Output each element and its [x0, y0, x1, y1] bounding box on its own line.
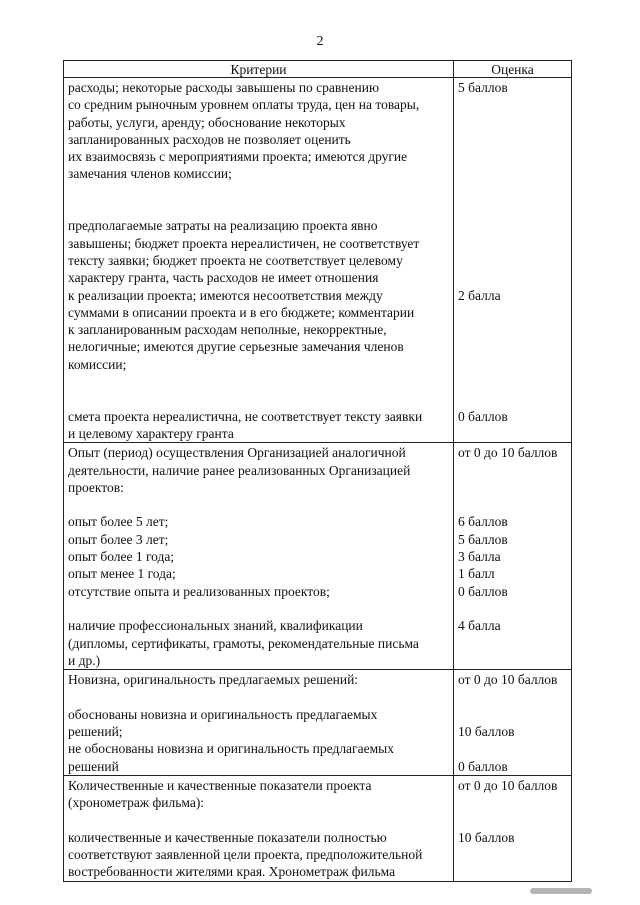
criteria-line: к реализации проекта; имеются несоответствия между	[68, 287, 383, 303]
criteria-line: смета проекта нереалистична, не соответствует тексту заявки	[68, 408, 423, 424]
blank-line	[458, 600, 567, 617]
score-value: 0 баллов	[458, 408, 508, 424]
blank-line	[68, 688, 449, 705]
criteria-cell	[64, 443, 454, 670]
score-cell	[454, 443, 572, 670]
blank-line	[458, 165, 567, 182]
score-cell	[454, 78, 572, 443]
score-value: 4 балла	[458, 618, 501, 634]
criteria-line: количественные и качественные показатели полностью	[68, 829, 387, 845]
blank-line	[458, 462, 567, 479]
score-value: 2 балла	[458, 287, 501, 303]
blank-line	[458, 304, 567, 321]
score-cell	[454, 670, 572, 776]
criteria-line: к запланированным расходам неполные, некорректные,	[68, 322, 387, 338]
header-score: Оценка	[454, 61, 572, 78]
criteria-line: тексту заявки; бюджет проекта не соответствует целевому	[68, 252, 403, 268]
criteria-line: Новизна, оригинальность предлагаемых решений:	[68, 672, 359, 688]
score-value: от 0 до 10 баллов	[458, 777, 558, 793]
page-number: 2	[316, 34, 324, 49]
header-criteria: Критерии	[64, 61, 454, 78]
criteria-line: со средним рыночным уровнем оплаты труда, цен на товары,	[68, 97, 420, 113]
criteria-cell	[64, 775, 454, 881]
criteria-line: отсутствие опыта и реализованных проектов;	[68, 583, 330, 599]
blank-line	[458, 96, 567, 113]
blank-line	[68, 183, 449, 200]
score-value: 5 баллов	[458, 531, 508, 547]
blank-line	[68, 373, 449, 390]
blank-line	[458, 148, 567, 165]
blank-line	[458, 740, 567, 757]
blank-line	[458, 183, 567, 200]
table-row	[64, 670, 572, 776]
criteria-table	[63, 60, 572, 882]
criteria-line: решений;	[68, 723, 123, 739]
criteria-line: опыт более 5 лет;	[68, 514, 169, 530]
criteria-line: характеру гранта, часть расходов не имеет отношения	[68, 270, 379, 286]
table-row	[64, 443, 572, 670]
blank-line	[458, 706, 567, 723]
criteria-line: опыт более 3 лет;	[68, 531, 169, 547]
criteria-line: и др.)	[68, 652, 101, 668]
criteria-line: расходы; некоторые расходы завышены по сравнению	[68, 80, 380, 95]
criteria-line: предполагаемые затраты на реализацию проекта явно	[68, 218, 378, 234]
criteria-line: опыт менее 1 года;	[68, 566, 176, 582]
criteria-line: суммами в описании проекта и в его бюджете; комментарии	[68, 304, 415, 320]
blank-line	[458, 356, 567, 373]
score-cell	[454, 775, 572, 881]
score-value: 1 балл	[458, 566, 495, 582]
score-value: 0 баллов	[458, 583, 508, 599]
criteria-line: соответствуют заявленной цели проекта, предположительной	[68, 847, 423, 863]
criteria-line: запланированных расходов не позволяет оценить	[68, 131, 351, 147]
blank-line	[458, 235, 567, 252]
blank-line	[458, 200, 567, 217]
blank-line	[458, 114, 567, 131]
criteria-line: не обоснованы новизна и оригинальность предлагаемых	[68, 741, 394, 757]
criteria-line: завышены; бюджет проекта нереалистичен, не соответствует	[68, 235, 420, 251]
score-value: от 0 до 10 баллов	[458, 672, 558, 688]
criteria-line: наличие профессиональных знаний, квалификации	[68, 618, 363, 634]
score-value: 5 баллов	[458, 80, 508, 95]
table-row	[64, 775, 572, 881]
criteria-line: Опыт (период) осуществления Организацией аналогичной	[68, 445, 406, 461]
criteria-line: комиссии;	[68, 356, 127, 372]
score-value: 6 баллов	[458, 514, 508, 530]
blank-line	[458, 269, 567, 286]
criteria-line: нелогичные; имеются другие серьезные замечания членов	[68, 339, 404, 355]
blank-line	[458, 688, 567, 705]
blank-line	[458, 321, 567, 338]
score-value: 10 баллов	[458, 829, 515, 845]
criteria-line: востребованности жителями края. Хронометраж фильма	[68, 864, 396, 880]
criteria-line: обоснованы новизна и оригинальность предлагаемых	[68, 706, 378, 722]
blank-line	[458, 496, 567, 513]
blank-line	[458, 217, 567, 234]
blank-line	[458, 390, 567, 407]
criteria-line: решений	[68, 758, 119, 774]
criteria-line: деятельности, наличие ранее реализованных Организацией	[68, 462, 411, 478]
criteria-line: (хронометраж фильма):	[68, 795, 205, 811]
criteria-line: их взаимосвязь с мероприятиями проекта; имеются другие	[68, 149, 408, 165]
blank-line	[458, 338, 567, 355]
criteria-line: Количественные и качественные показатели проекта	[68, 777, 372, 793]
blank-line	[458, 794, 567, 811]
criteria-line: проектов:	[68, 479, 124, 495]
blank-line	[458, 479, 567, 496]
blank-line	[68, 600, 449, 617]
blank-line	[458, 131, 567, 148]
blank-line	[68, 496, 449, 513]
score-value: 0 баллов	[458, 758, 508, 774]
criteria-line: (дипломы, сертификаты, грамоты, рекомендательные письма	[68, 635, 419, 651]
blank-line	[458, 373, 567, 390]
criteria-cell	[64, 78, 454, 443]
score-value: 3 балла	[458, 549, 501, 565]
criteria-cell	[64, 670, 454, 776]
score-value: 10 баллов	[458, 723, 515, 739]
blank-line	[68, 200, 449, 217]
table-row	[64, 78, 572, 443]
blank-line	[68, 390, 449, 407]
blank-line	[68, 811, 449, 828]
blank-line	[458, 252, 567, 269]
criteria-line: опыт более 1 года;	[68, 549, 175, 565]
criteria-line: работы, услуги, аренду; обоснование некоторых	[68, 114, 346, 130]
table-header-row	[64, 61, 572, 78]
criteria-line: и целевому характеру гранта	[68, 425, 234, 441]
criteria-line: замечания членов комиссии;	[68, 166, 232, 182]
scan-smudge	[530, 888, 592, 894]
blank-line	[458, 811, 567, 828]
score-value: от 0 до 10 баллов	[458, 445, 558, 461]
